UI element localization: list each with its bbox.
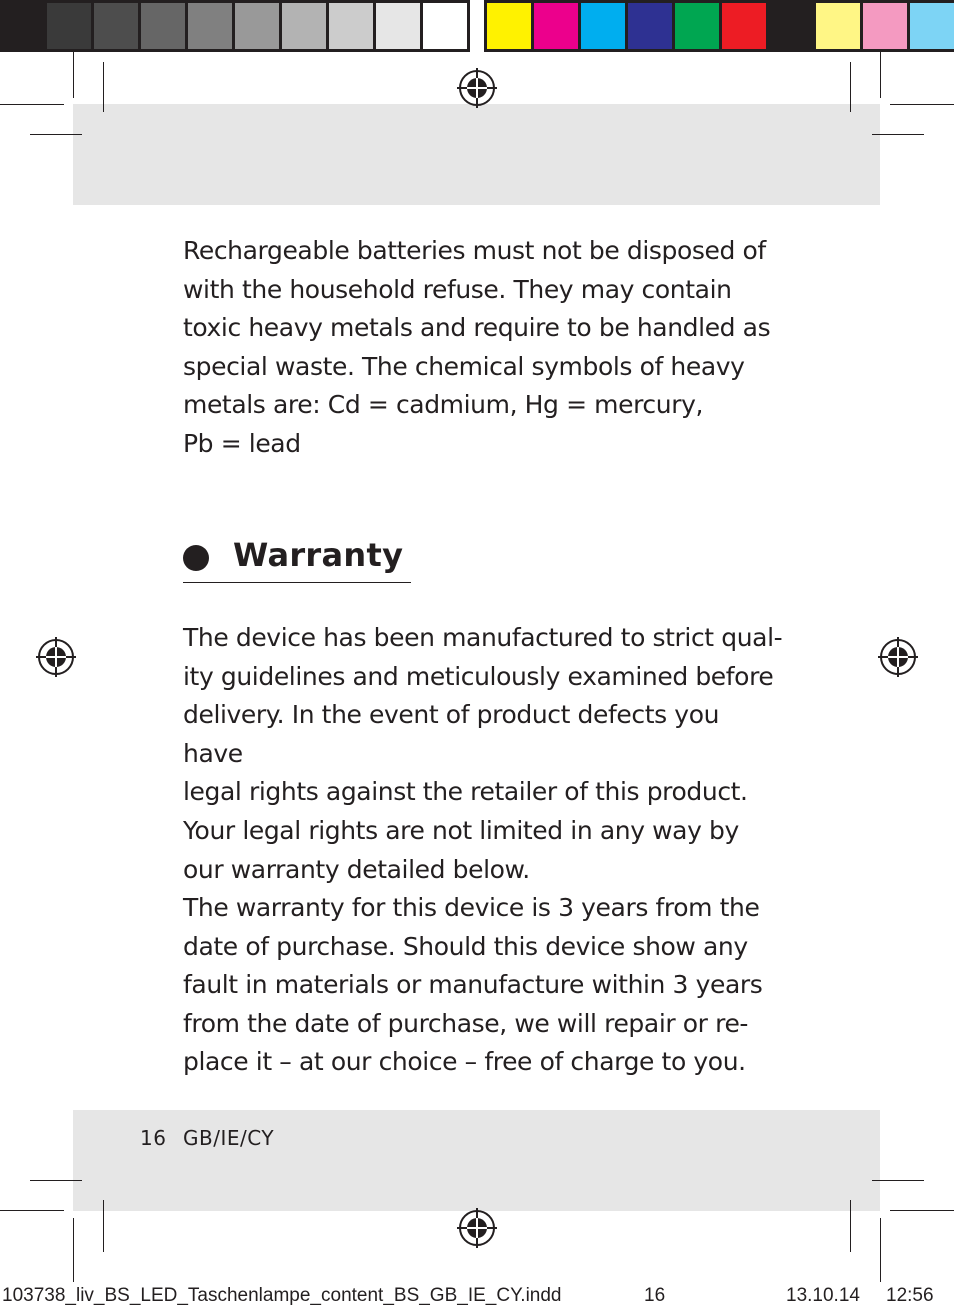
gray-swatch (329, 3, 376, 49)
warranty-heading-block (183, 532, 411, 583)
slug-date: 13.10.14 (786, 1285, 860, 1306)
color-swatch (816, 3, 863, 49)
crop-mark (30, 1180, 82, 1181)
registration-mark-icon (878, 637, 918, 677)
crop-mark (0, 104, 64, 105)
header-band (73, 104, 880, 205)
color-swatch (722, 3, 769, 49)
process-color-bar (484, 0, 954, 52)
color-swatch (628, 3, 675, 49)
bullet-icon (183, 545, 209, 571)
gray-swatch (282, 3, 329, 49)
crop-mark (73, 1218, 74, 1282)
slug-time: 12:56 (886, 1285, 934, 1306)
crop-mark (872, 134, 924, 135)
crop-mark (73, 52, 74, 98)
crop-mark (0, 1210, 64, 1211)
color-swatch (863, 3, 910, 49)
gray-swatch (423, 3, 467, 49)
crop-mark (890, 104, 954, 105)
color-swatch (675, 3, 722, 49)
crop-mark (850, 62, 851, 112)
color-swatch (534, 3, 581, 49)
grayscale-color-bar (0, 0, 470, 52)
warranty-paragraph: The device has been manufactured to strict qual- ity guidelines and meticulously examined before delivery. In the event of product defects you have legal rights against the retailer of this product. Your legal rights are not limited in any way by our warranty detailed below. (183, 623, 783, 884)
color-swatch (769, 3, 816, 49)
slug-filename: 103738_liv_BS_LED_Taschenlampe_content_BS_GB_IE_CY.indd (2, 1285, 562, 1306)
language-codes: GB/IE/CY (183, 1126, 275, 1150)
crop-mark (103, 62, 104, 112)
crop-mark (890, 1210, 954, 1211)
disposal-paragraph: Rechargeable batteries must not be disposed of with the household refuse. They may contain toxic heavy metals and require to be handled as special waste. The chemical symbols of heavy metals are: Cd = cadmium, Hg = mercury, Pb = lead (183, 236, 771, 458)
color-swatch (910, 3, 954, 49)
gray-swatch (47, 3, 94, 49)
color-swatch (581, 3, 628, 49)
registration-mark-icon (457, 68, 497, 108)
warranty-terms-paragraph: The warranty for this device is 3 years from the date of purchase. Should this device show any fault in materials or manufacture within 3 years from the date of purchase, we will repair or re- place it – at our choice – free of charge to you. (183, 893, 763, 1077)
gray-swatch (0, 3, 47, 49)
registration-mark-icon (457, 1208, 497, 1248)
gray-swatch (376, 3, 423, 49)
crop-mark (103, 1200, 104, 1252)
section-heading: Warranty (233, 536, 404, 574)
gray-swatch (141, 3, 188, 49)
page-number: 16 (140, 1126, 167, 1150)
color-swatch (487, 3, 534, 49)
crop-mark (880, 52, 881, 98)
gray-swatch (188, 3, 235, 49)
crop-mark (30, 134, 82, 135)
gray-swatch (94, 3, 141, 49)
gray-swatch (235, 3, 282, 49)
registration-mark-icon (36, 637, 76, 677)
crop-mark (880, 1218, 881, 1282)
slug-page: 16 (644, 1285, 666, 1306)
crop-mark (872, 1180, 924, 1181)
crop-mark (850, 1200, 851, 1252)
